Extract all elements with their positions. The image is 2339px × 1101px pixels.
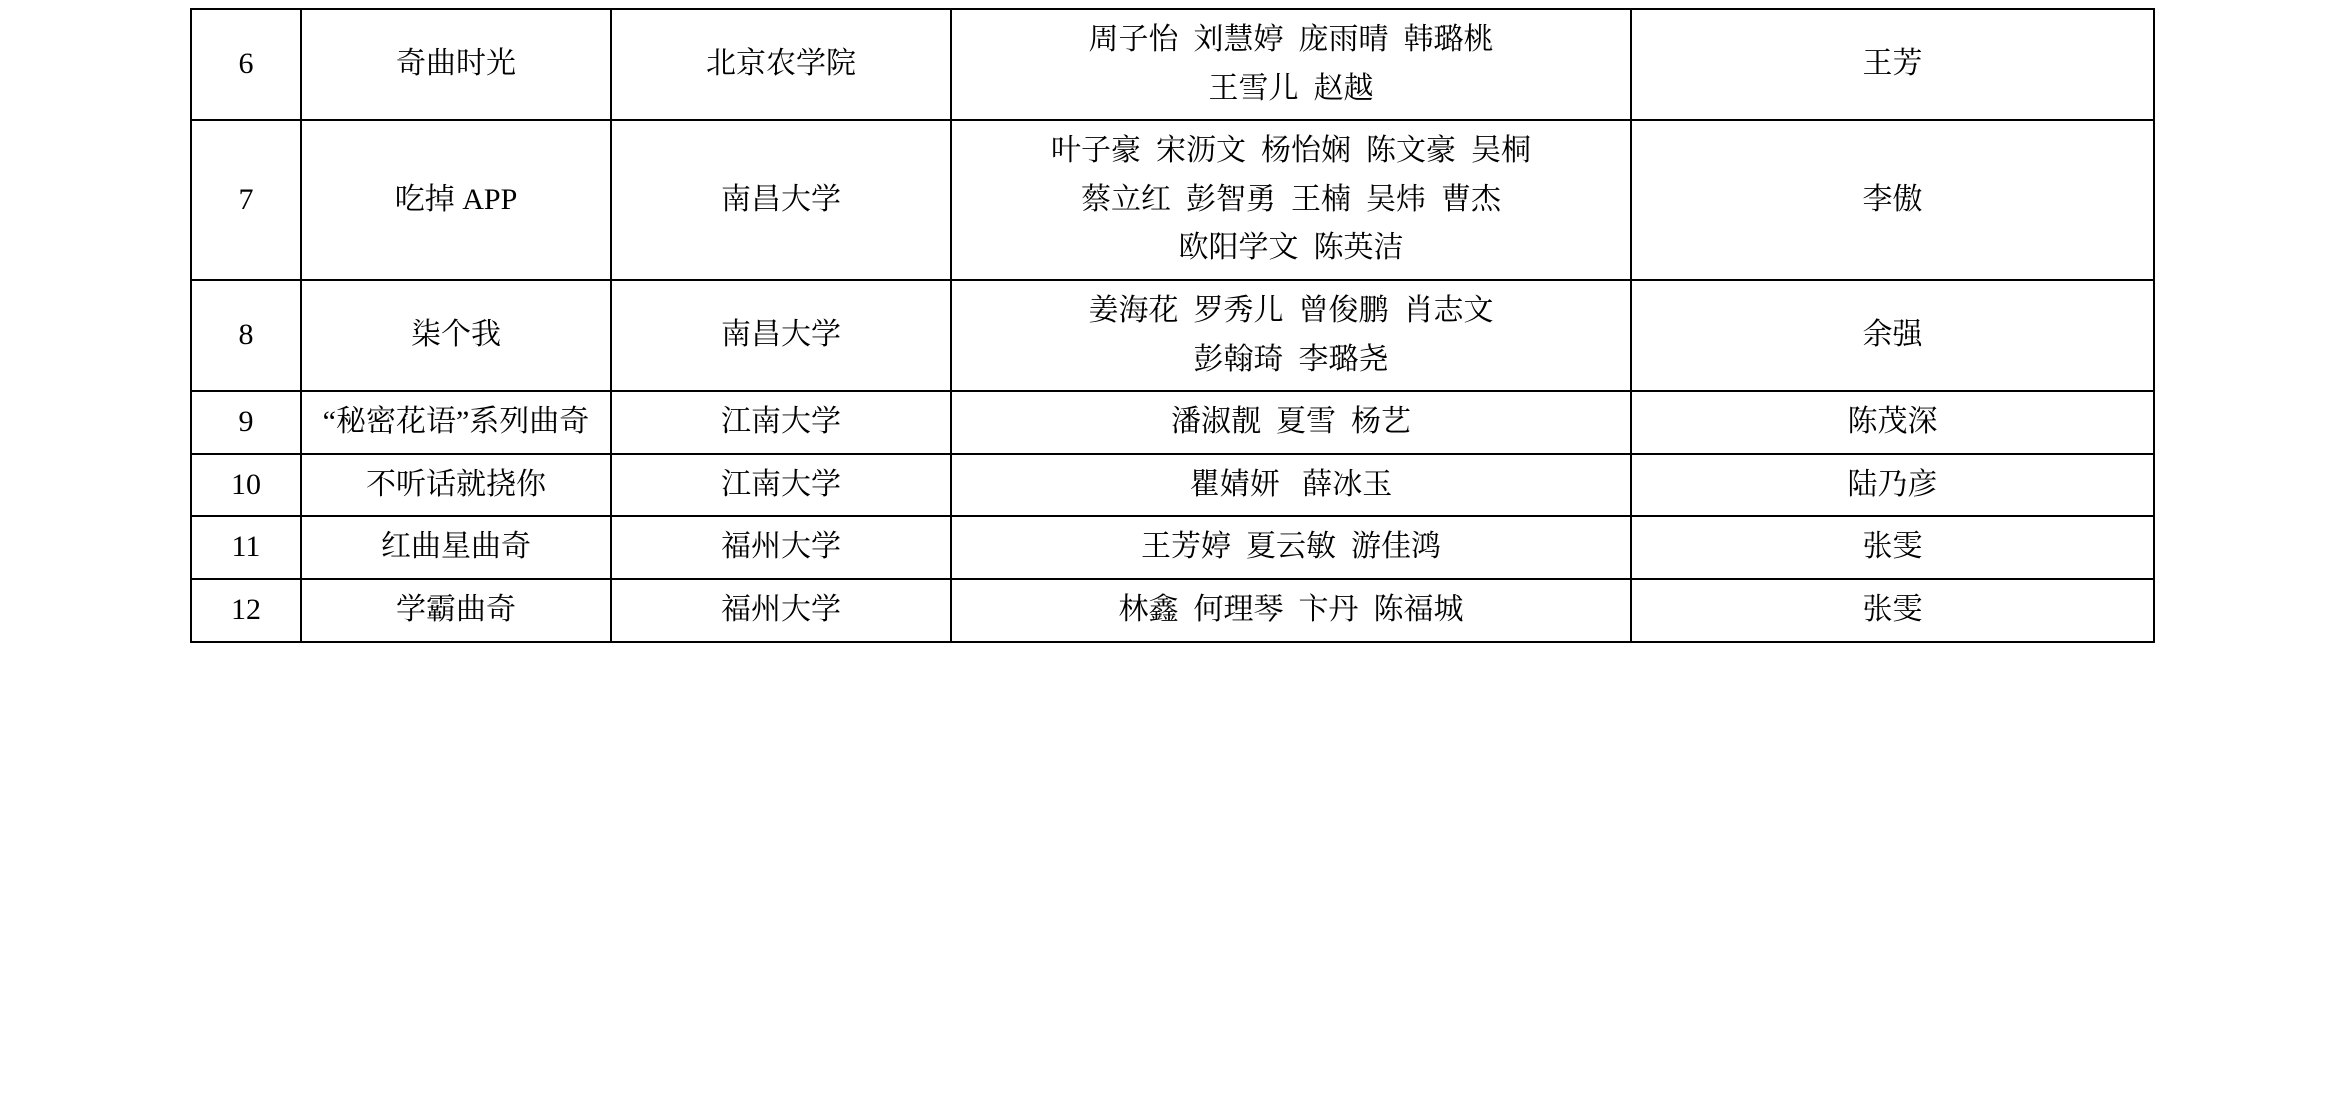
cell-members: [951, 579, 1631, 642]
cell-school: 江南大学: [611, 454, 951, 517]
table-row: [191, 280, 2154, 391]
cell-advisor: 余强: [1631, 280, 2154, 391]
cell-advisor: 陆乃彦: [1631, 454, 2154, 517]
cell-advisor: 李傲: [1631, 120, 2154, 280]
cell-members: [951, 120, 1631, 280]
members-line: 瞿婧妍 薛冰玉: [1189, 467, 1393, 501]
cell-project-name: [301, 516, 611, 579]
table-body: [191, 9, 2154, 642]
table-row: [191, 391, 2154, 454]
cell-members: [951, 391, 1631, 454]
cell-project-name: [301, 391, 611, 454]
project-name-text: 奇曲时光: [396, 47, 516, 81]
cell-index: 9: [191, 391, 301, 454]
cell-school: 江南大学: [611, 391, 951, 454]
cell-school: 南昌大学: [611, 280, 951, 391]
members-line: 欧阳学文 陈英洁: [1178, 231, 1404, 265]
cell-members: [951, 454, 1631, 517]
cell-index: 10: [191, 454, 301, 517]
members-line: 叶子豪 宋沥文 杨怡娴 陈文豪 吴桐: [1051, 134, 1531, 168]
members-line: 潘淑靓 夏雪 杨艺: [1171, 405, 1411, 439]
cell-index: 6: [191, 9, 301, 120]
table-row: [191, 120, 2154, 280]
cell-index: 7: [191, 120, 301, 280]
cell-project-name: [301, 9, 611, 120]
members-line: 林鑫 何理琴 卞丹 陈福城: [1118, 592, 1464, 626]
cell-advisor: 王芳: [1631, 9, 2154, 120]
project-name-text: 学霸曲奇: [396, 592, 516, 626]
cell-index: 11: [191, 516, 301, 579]
table-container: [190, 8, 2153, 643]
members-line: 彭翰琦 李璐尧: [1193, 342, 1389, 376]
table-row: [191, 454, 2154, 517]
project-name-text: 吃掉 APP: [394, 182, 518, 216]
cell-index: 8: [191, 280, 301, 391]
members-line: 王雪儿 赵越: [1208, 71, 1374, 105]
project-name-text: 柒个我: [411, 318, 501, 352]
cell-school: 北京农学院: [611, 9, 951, 120]
table-row: [191, 9, 2154, 120]
cell-project-name: [301, 120, 611, 280]
project-table: [190, 8, 2155, 643]
cell-project-name: [301, 280, 611, 391]
members-line: 周子怡 刘慧婷 庞雨晴 韩璐桃: [1088, 23, 1494, 56]
cell-advisor: 张雯: [1631, 516, 2154, 579]
cell-project-name: [301, 454, 611, 517]
project-name-text: 红曲星曲奇: [381, 530, 531, 564]
cell-school: 福州大学: [611, 579, 951, 642]
table-row: [191, 516, 2154, 579]
cell-advisor: 张雯: [1631, 579, 2154, 642]
table-row: [191, 579, 2154, 642]
members-line: 蔡立红 彭智勇 王楠 吴炜 曹杰: [1081, 182, 1501, 216]
cell-members: [951, 516, 1631, 579]
project-name-text: “秘密花语”系列曲奇: [322, 405, 590, 439]
cell-members: [951, 280, 1631, 391]
cell-index: 12: [191, 579, 301, 642]
cell-school: 南昌大学: [611, 120, 951, 280]
project-name-text: 不听话就挠你: [366, 467, 546, 501]
members-line: 王芳婷 夏云敏 游佳鸿: [1141, 530, 1441, 564]
cell-advisor: 陈茂深: [1631, 391, 2154, 454]
cell-members: [951, 9, 1631, 120]
cell-school: 福州大学: [611, 516, 951, 579]
cell-project-name: [301, 579, 611, 642]
members-line: 姜海花 罗秀儿 曾俊鹏 肖志文: [1088, 293, 1494, 327]
